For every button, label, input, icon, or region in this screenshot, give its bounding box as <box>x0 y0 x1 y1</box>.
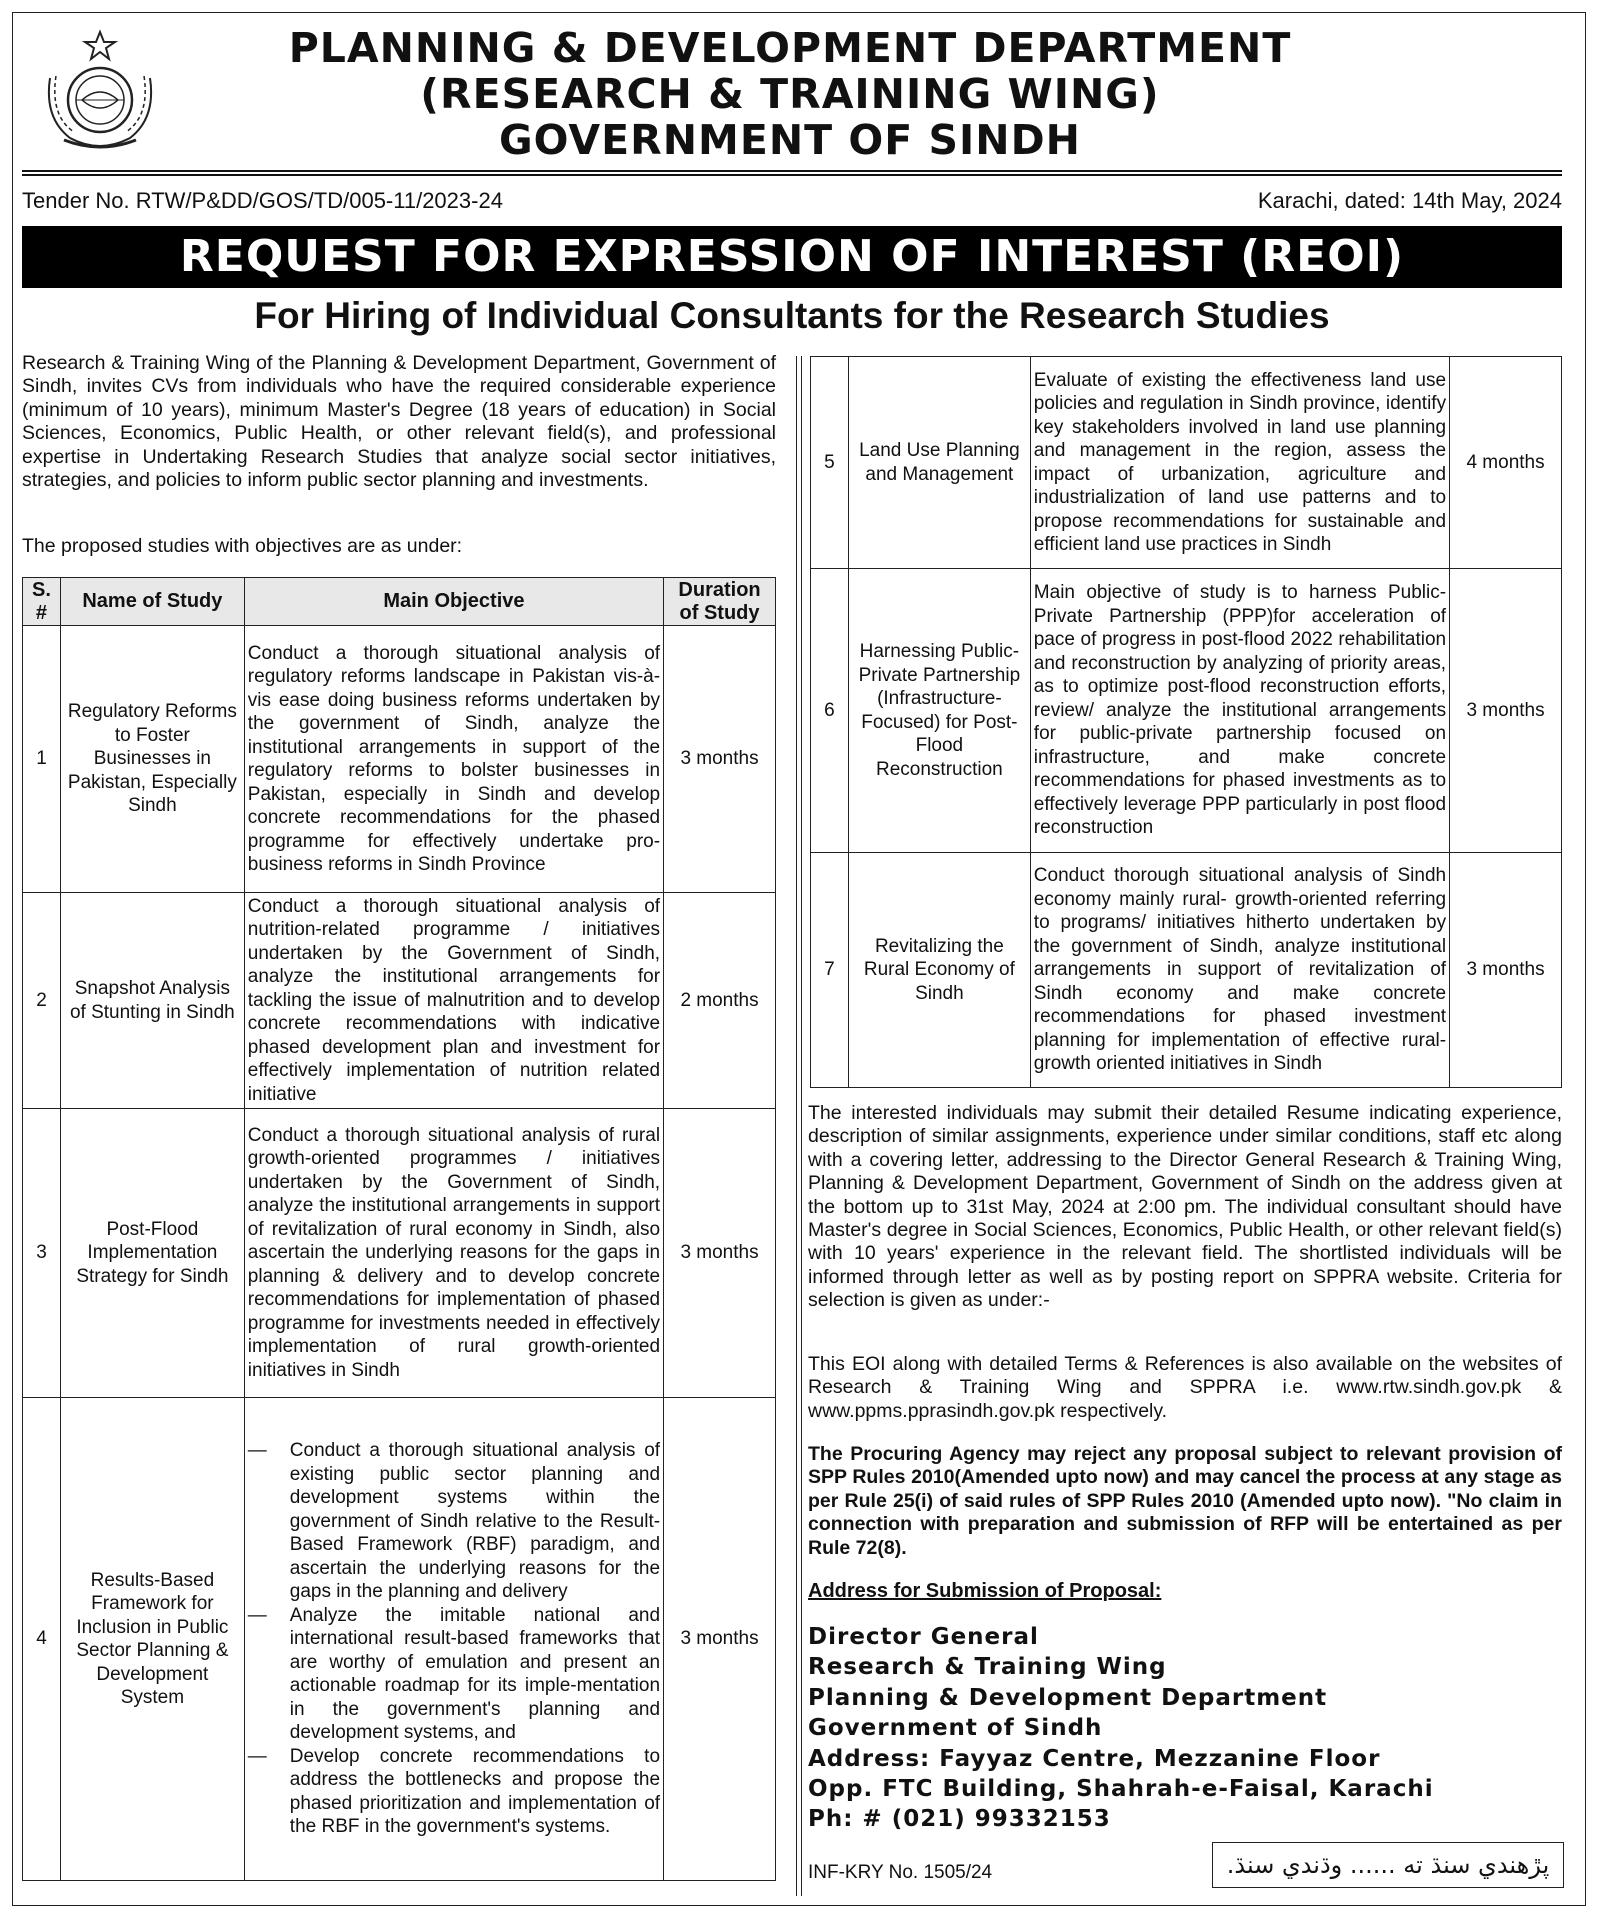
row-study-name: Harnessing Public-Private Partnership (Infrastructure-Focused) for Post-Flood Reconstruction <box>848 569 1030 853</box>
submission-address <box>808 1622 1434 1835</box>
row-study-name: Results-Based Framework for Inclusion in Public Sector Planning & Development System <box>60 1398 244 1881</box>
table-row <box>811 357 1562 569</box>
row-duration: 3 months <box>664 626 776 893</box>
bullet-dash: — <box>247 1440 267 1462</box>
row-duration: 3 months <box>1450 569 1562 853</box>
row-duration: 4 months <box>1450 357 1562 569</box>
header-name: Name of Study <box>60 578 244 626</box>
address-line: Government of Sindh <box>808 1715 1103 1742</box>
sindh-government-seal-icon <box>30 28 170 158</box>
row-objective: Conduct thorough situational analysis of Sindh economy mainly rural- growth-oriented referring to programs/ initiatives hitherto undertaken by the government of Sindh, analyze institutional arrangements in support of revitalization of Sindh economy and make concrete recommendations for phased investment planning for implementation of effective rural-growth oriented initiatives in Sindh <box>1030 853 1449 1088</box>
table-row <box>23 1109 776 1398</box>
row-duration: 2 months <box>664 893 776 1109</box>
header-sno: S. # <box>23 578 61 626</box>
table-row <box>23 1398 776 1881</box>
reoi-subtitle: For Hiring of Individual Consultants for the Research Studies <box>254 295 1330 336</box>
address-line: Opp. FTC Building, Shahrah-e-Faisal, Karachi <box>808 1776 1434 1803</box>
row-duration: 3 months <box>1450 853 1562 1088</box>
submission-paragraph: The interested individuals may submit their detailed Resume indicating experience, description of similar assignments, experience under similar conditions, staff etc along with a covering letter, addressing to the Director General Research & Training Wing, Planning & Development Department, Government of Sindh on the address given at the bottom up to 31st May, 2024 at 2:00 pm. The individual consultant should have Master's degree in Social Sciences, Economics, Public Health, or other relevant field(s) with 10 years' experience in the relevant field. The shortlisted individuals will be informed through letter as well as by posting report on SPPRA website. Criteria for selection is given as under:- <box>808 1102 1562 1312</box>
dated: Karachi, dated: 14th May, 2024 <box>1257 188 1562 213</box>
row-duration: 3 months <box>664 1109 776 1398</box>
inf-number: INF-KRY No. 1505/24 <box>808 1862 993 1883</box>
column-divider <box>801 356 802 1896</box>
tender-number: Tender No. RTW/P&DD/GOS/TD/005-11/2023-24 <box>22 188 503 213</box>
row-sno: 1 <box>23 626 61 893</box>
address-line: Director General <box>808 1624 1039 1650</box>
intro-paragraph: Research & Training Wing of the Planning & Development Department, Government of Sindh, invites CVs from individuals who have the required considerable experience (minimum of 10 years), minimum Master's Degree (18 years of education) in Social Sciences, Economics, Public Health, or other relevant field(s), and professional expertise in Undertaking Research Studies that analyze social sector initiatives, strategies, and policies to inform public sector planning and investments. <box>22 352 776 492</box>
row-objective: Conduct a thorough situational analysis of nutrition-related programme / initiatives undertaken by the Government of Sindh, analyze the institutional arrangements for tackling the issue of malnutrition and to develop concrete recommendations with indicative phased development plan and investment for effectively implementation of nutrition related initiative <box>244 893 663 1109</box>
bullet-dash: — <box>247 1745 267 1767</box>
header-government: GOVERNMENT OF SINDH <box>499 116 1081 164</box>
bullet-text: Conduct a thorough situational analysis of existing public sector planning and development systems within the government of Sindh relative to the Result-Based Framework (RBF) paradigm, and ascertain the underlying reasons for the gaps in the planning and delivery <box>289 1440 661 1603</box>
objective-bullet <box>248 1604 660 1745</box>
reoi-banner: REQUEST FOR EXPRESSION OF INTEREST (REOI) <box>22 226 1562 288</box>
row-sno: 5 <box>811 357 849 569</box>
address-line: Planning & Development Department <box>808 1684 1328 1711</box>
row-study-name: Regulatory Reforms to Foster Businesses in Pakistan, Especially Sindh <box>60 626 244 893</box>
table-row <box>811 853 1562 1088</box>
table-row <box>23 626 776 893</box>
objective-bullet <box>248 1439 660 1604</box>
row-sno: 3 <box>23 1109 61 1398</box>
row-study-name: Post-Flood Implementation Strategy for Sindh <box>60 1109 244 1398</box>
objective-bullet <box>248 1745 660 1839</box>
bullet-dash: — <box>247 1604 267 1626</box>
row-objective: Conduct a thorough situational analysis of rural growth-oriented programmes / initiatives undertaken by the Government of Sindh, analyze the institutional arrangements in support of revitalization of rural economy in Sindh, also ascertain the underlying reasons for the gaps in planning & delivery and to develop concrete recommendations for implementation of phased programme for investments needed in effectively implementation of rural growth-oriented initiatives in Sindh <box>244 1109 663 1398</box>
bullet-text: Develop concrete recommendations to address the bottlenecks and propose the phased prioritization and implementation of the RBF in the government's systems. <box>289 1745 661 1838</box>
proposed-studies-label: The proposed studies with objectives are as under: <box>22 535 463 557</box>
row-objective: Evaluate of existing the effectiveness land use policies and regulation in Sindh province, identify key stakeholders involved in land use planning and management in the region, assess the impact of urbanization, agriculture and industrialization of land use patterns and to propose recommendations for sustainable and efficient land use practices in Sindh <box>1030 357 1449 569</box>
row-objective: Conduct a thorough situational analysis of regulatory reforms landscape in Pakistan vis-à-vis ease doing business reforms undertaken by the government of Sindh, analyze the institutional arrangements in support of the regulatory reforms to bolster businesses in Pakistan, especially in Sindh and develop concrete recommendations for the phased programme for effectively undertake pro-business reforms in Sindh Province <box>244 626 663 893</box>
header-objective: Main Objective <box>244 578 663 626</box>
header-department: PLANNING & DEVELOPMENT DEPARTMENT <box>288 24 1292 72</box>
row-objective: Main objective of study is to harness Public-Private Partnership (PPP)for acceleration of pace of progress in post-flood 2022 rehabilitation and reconstruction by analyzing of priority areas, as to optimize post-flood reconstruction efforts, review/ analyze the institutional arrangements for public-private partnership focused on infrastructure, and make concrete recommendations for phased investments as to effectively leverage PPP particularly in post flood reconstruction <box>1030 569 1449 853</box>
bullet-text: Analyze the imitable national and international result-based frameworks that are worthy of emulation and present an actionable roadmap for its imple-mentation in the government's planning and development systems, and <box>289 1604 661 1744</box>
row-sno: 4 <box>23 1398 61 1881</box>
sindhi-slogan-box: پڙهندي سنڌ ته ...... وڌندي سنڌ. <box>1212 1842 1564 1888</box>
header-rule-top <box>22 170 1562 172</box>
header-wing: (RESEARCH & TRAINING WING) <box>420 70 1160 118</box>
column-divider <box>796 356 797 1896</box>
studies-table-right <box>810 356 1562 1088</box>
header-duration: Duration of Study <box>664 578 776 626</box>
row-sno: 7 <box>811 853 849 1088</box>
eoi-availability-paragraph: This EOI along with detailed Terms & References is also available on the websites of Research & Training Wing and SPPRA i.e. www.rtw.sindh.gov.pk & www.ppms.pprasindh.gov.pk respectively. <box>808 1353 1562 1422</box>
row-duration: 3 months <box>664 1398 776 1881</box>
header-rule-bottom <box>22 174 1562 176</box>
table-row <box>811 569 1562 853</box>
address-line: Research & Training Wing <box>808 1654 1167 1681</box>
address-heading: Address for Submission of Proposal: <box>808 1580 1162 1602</box>
studies-table-left <box>22 577 776 1881</box>
address-line: Address: Fayyaz Centre, Mezzanine Floor <box>808 1745 1381 1772</box>
table-row <box>23 893 776 1109</box>
row-sno: 6 <box>811 569 849 853</box>
row-objective-bullets <box>244 1398 663 1881</box>
rejection-clause-paragraph: The Procuring Agency may reject any proposal subject to relevant provision of SPP Rules 2010(Amended upto now) and may cancel the process at any stage as per Rule 25(i) of said rules of SPP Rules 2010 (Amended upto now). "No claim in connection with preparation and submission of RFP will be entertained as per Rule 72(8). <box>808 1443 1562 1559</box>
row-study-name: Snapshot Analysis of Stunting in Sindh <box>60 893 244 1109</box>
row-study-name: Land Use Planning and Management <box>848 357 1030 569</box>
row-study-name: Revitalizing the Rural Economy of Sindh <box>848 853 1030 1088</box>
address-line: Ph: # (021) 99332153 <box>808 1806 1111 1833</box>
row-sno: 2 <box>23 893 61 1109</box>
table-header-row <box>23 578 776 626</box>
